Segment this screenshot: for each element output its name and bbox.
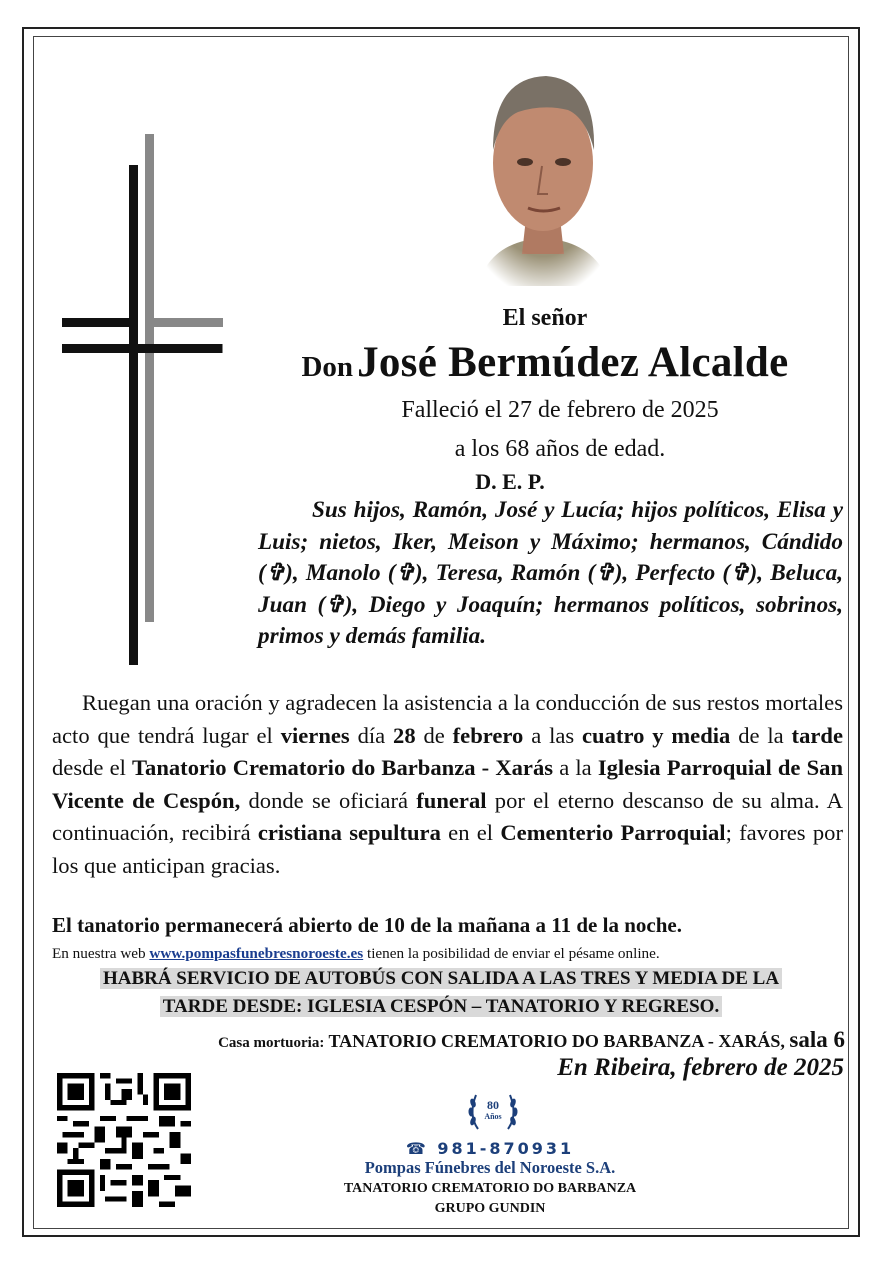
web-notice-pre: En nuestra web bbox=[52, 945, 150, 962]
ceremony-date: 28 bbox=[393, 722, 416, 748]
ceremony-text-part: de la bbox=[730, 722, 792, 748]
ceremony-text-part: a la bbox=[553, 755, 598, 781]
place-date: En Ribeira, febrero de 2025 bbox=[557, 1054, 844, 1081]
logo-label: Años bbox=[484, 1112, 502, 1121]
ceremony-text bbox=[52, 687, 843, 883]
cross-horizontal-gray bbox=[145, 318, 223, 327]
title-don: Don bbox=[301, 351, 354, 383]
cross-vertical-gray bbox=[145, 134, 154, 622]
cross-vertical-black bbox=[129, 165, 138, 665]
cross-horizontal-black-2 bbox=[62, 344, 222, 353]
funeral-home bbox=[60, 1027, 845, 1053]
ceremony-month: febrero bbox=[452, 722, 524, 748]
web-notice bbox=[52, 945, 852, 963]
company-name: Pompas Fúnebres del Noroeste S.A. bbox=[364, 1158, 616, 1177]
bus-notice-line-2: TARDE DESDE: IGLESIA CESPÓN – TANATORIO Y REGRESO. bbox=[160, 996, 722, 1017]
ceremony-period: tarde bbox=[791, 722, 843, 748]
ceremony-cemetery: Cementerio Parroquial bbox=[500, 820, 726, 846]
family-list: Sus hijos, Ramón, José y Lucía; hijos políticos, Elisa y Luis; nietos, Iker, Meison y Máximo; hermanos, Cándido (✞), Manolo (✞), Teresa, Ramón (✞), Perfecto (✞), Beluca, Juan (✞), Diego y Joaquín; hermanos políticos, sobrinos, primos y demás familia. bbox=[258, 497, 843, 650]
ceremony-funeral: funeral bbox=[416, 787, 487, 813]
ceremony-text-part: desde el bbox=[52, 755, 133, 781]
ceremony-church: Iglesia Parroquial de San Vicente de Cespón, bbox=[52, 755, 844, 813]
age: a los 68 años de edad. bbox=[454, 436, 666, 462]
ceremony-text-part: día bbox=[349, 722, 394, 748]
rip-text: D. E. P. bbox=[475, 469, 545, 494]
tanatorio-name: TANATORIO CREMATORIO DO BARBANZA bbox=[343, 1181, 637, 1196]
logo-number: 80 bbox=[487, 1098, 499, 1112]
ceremony-text-part: por el eterno descanso de su alma. A continuación, recibirá bbox=[52, 787, 843, 846]
portrait-photo bbox=[468, 58, 618, 286]
bus-notice-line-1: HABRÁ SERVICIO DE AUTOBÚS CON SALIDA A LAS TRES Y MEDIA DE LA bbox=[100, 968, 782, 989]
ceremony-text-part: donde se oficiará bbox=[240, 787, 417, 813]
ceremony-text-part: ; favores por los que anticipan gracias. bbox=[52, 820, 843, 878]
bus-notice bbox=[56, 965, 826, 1021]
funeral-home-room: sala 6 bbox=[789, 1027, 845, 1052]
ceremony-text-part: Ruegan una oración y agradecen la asistencia a la conducción de sus restos mortales acto que tendrá lugar el bbox=[52, 690, 843, 748]
group-name: GRUPO GUNDIN bbox=[434, 1201, 546, 1216]
80-years-laurel-logo bbox=[464, 1085, 522, 1137]
deceased-name: José Bermúdez Alcalde bbox=[357, 339, 789, 386]
ceremony-text-part: en el bbox=[440, 820, 501, 846]
phone-number[interactable]: ☎ 981-870931 bbox=[405, 1139, 575, 1158]
deceased-name-line bbox=[240, 338, 850, 387]
ceremony-text-part: de bbox=[415, 722, 453, 748]
ceremony-day: viernes bbox=[280, 722, 350, 748]
web-notice-post: tienen la posibilidad de enviar el pésame online. bbox=[363, 945, 660, 962]
ceremony-text-part: a las bbox=[523, 722, 583, 748]
cross-horizontal-black bbox=[62, 318, 136, 327]
qr-code[interactable] bbox=[57, 1073, 191, 1207]
ceremony-origin: Tanatorio Crematorio do Barbanza - Xarás bbox=[132, 755, 554, 781]
ceremony-time: cuatro y media bbox=[582, 722, 731, 748]
death-date: Falleció el 27 de febrero de 2025 bbox=[401, 397, 719, 423]
schedule-text: El tanatorio permanecerá abierto de 10 de la mañana a 11 de la noche. bbox=[52, 913, 682, 937]
ceremony-burial: cristiana sepultura bbox=[257, 820, 441, 846]
funeral-home-name: TANATORIO CREMATORIO DO BARBANZA - XARÁS, bbox=[328, 1031, 785, 1051]
funeral-home-label: Casa mortuoria: bbox=[218, 1035, 325, 1051]
title-senor: El señor bbox=[502, 305, 588, 331]
website-link[interactable]: www.pompasfunebresnoroeste.es bbox=[149, 945, 364, 962]
